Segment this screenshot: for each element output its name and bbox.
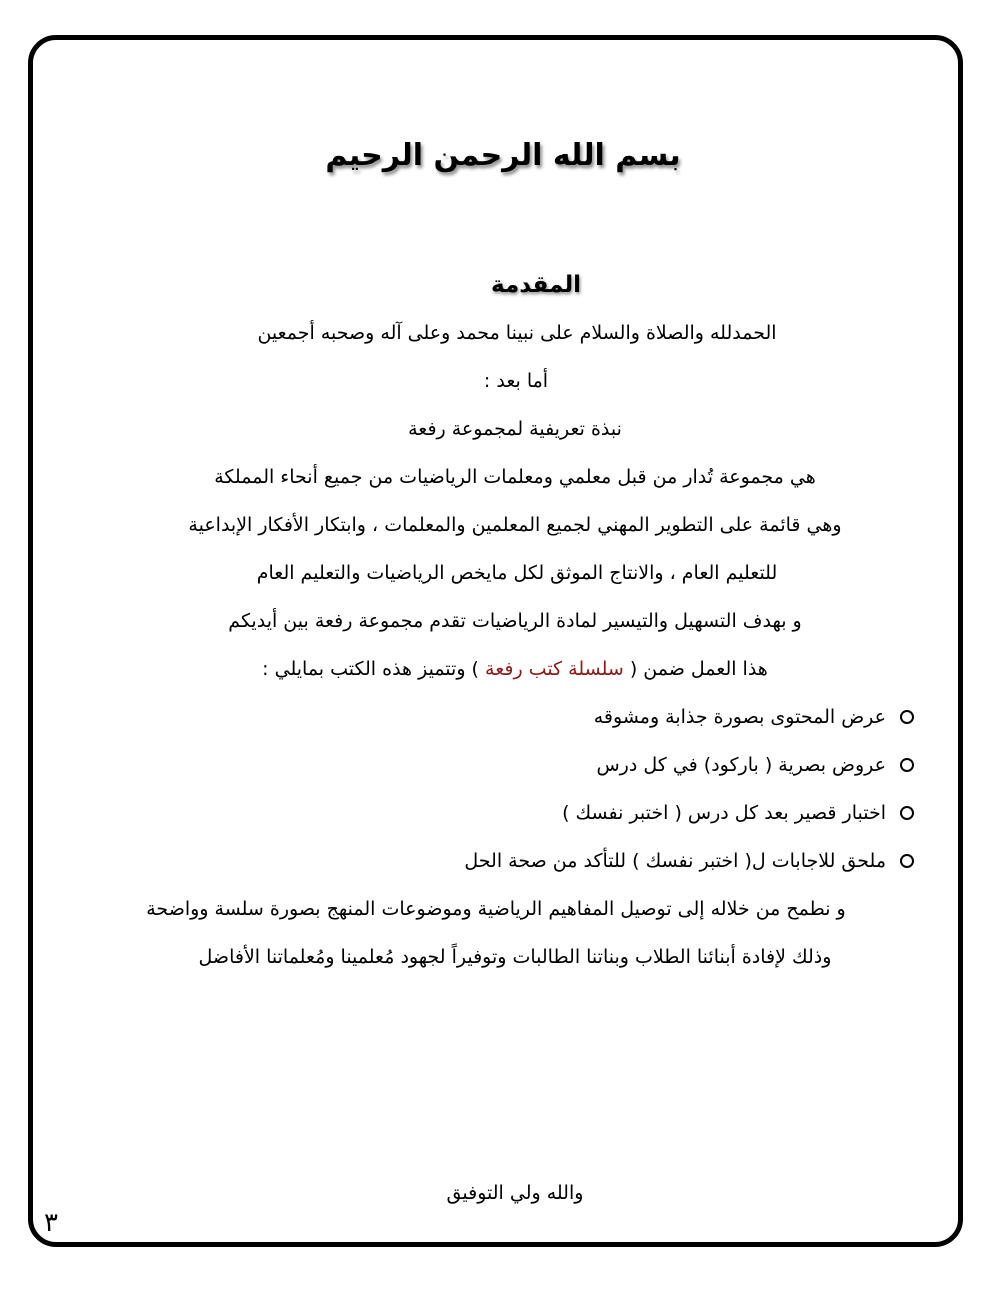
page-number: ٣: [44, 1208, 58, 1238]
circle-bullet-icon: [900, 758, 914, 772]
series-text-after: ) وتتميز هذه الكتب بمايلي :: [262, 658, 479, 680]
list-item-text: ملحق للاجابات ل( اختبر نفسك ) للتأكد من صحة الحل: [464, 850, 886, 872]
list-item: [594, 706, 914, 728]
paragraph-general-education: للتعليم العام ، والانتاج الموثق لكل مايخص الرياضيات والتعليم العام: [256, 562, 778, 584]
page-border: [28, 35, 963, 1247]
paragraph-aspiration: و نطمح من خلاله إلى توصيل المفاهيم الرياضية وموضوعات المنهج بصورة سلسة وواضحة: [146, 898, 846, 920]
list-item-text: عرض المحتوى بصورة جذابة ومشوقه: [593, 706, 886, 728]
list-item: [464, 850, 914, 872]
paragraph-series: [0, 658, 992, 680]
paragraph-benefit: وذلك لإفادة أبنائنا الطلاب وبناتنا الطالبات وتوفيراً لجهود مُعلمينا ومُعلماتنا الأفاضل: [198, 946, 832, 968]
list-item-text: عروض بصرية ( باركود) في كل درس: [596, 754, 886, 776]
list-item-text: اختبار قصير بعد كل درس ( اختبر نفسك ): [562, 802, 886, 824]
paragraph-goal: و بهدف التسهيل والتيسير لمادة الرياضيات تقدم مجموعة رفعة بين أيديكم: [228, 610, 802, 632]
section-title: المقدمة: [491, 272, 581, 298]
closing-line: والله ولي التوفيق: [446, 1182, 584, 1204]
circle-bullet-icon: [900, 806, 914, 820]
series-text-before: هذا العمل ضمن (: [629, 658, 768, 680]
paragraph-amma-baad: أما بعد :: [483, 370, 549, 392]
circle-bullet-icon: [900, 710, 914, 724]
paragraph-professional-development: وهي قائمة على التطوير المهني لجميع المعلمين والمعلمات ، وابتكار الأفكار الإبداعية: [188, 514, 842, 536]
list-item: [562, 802, 914, 824]
series-name-highlight: سلسلة كتب رفعة: [485, 658, 624, 680]
basmala-heading: بسم الله الرحمن الرحيم: [325, 138, 681, 173]
paragraph-praise: الحمدلله والصلاة والسلام على نبينا محمد وعلى آله وصحبه أجمعين: [257, 322, 777, 344]
list-item: [596, 754, 914, 776]
paragraph-group-description: هي مجموعة تُدار من قبل معلمي ومعلمات الرياضيات من جميع أنحاء المملكة: [214, 466, 816, 488]
paragraph-intro-title: نبذة تعريفية لمجموعة رفعة: [408, 418, 622, 440]
circle-bullet-icon: [900, 854, 914, 868]
